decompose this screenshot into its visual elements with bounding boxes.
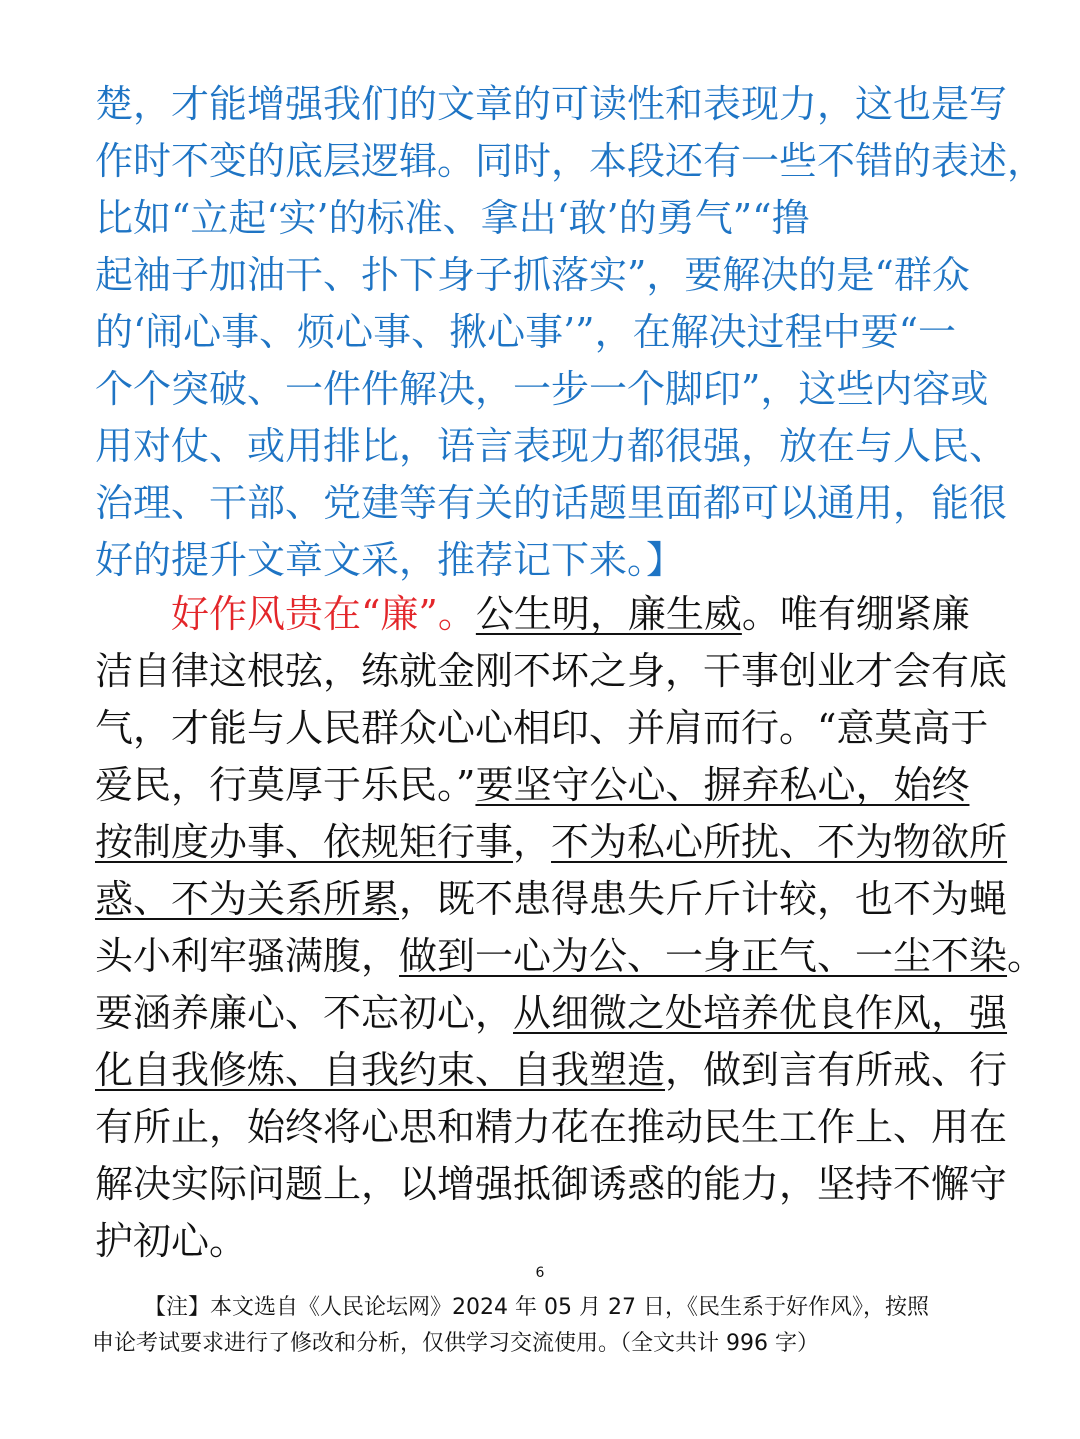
underlined-phrase: 从细微之处培养优良作风，强 xyxy=(513,991,1008,1035)
body-line xyxy=(95,757,995,814)
body-line xyxy=(95,1042,1008,1099)
body-line xyxy=(95,871,1008,928)
commentary-line: 个个突破、一件件解决，一步一个脚印”，这些内容或 xyxy=(95,367,989,411)
body-text: 爱民，行莫厚于乐民。” xyxy=(95,763,476,807)
body-line: 气，才能与人民群众心心相印、并肩而行。“意莫高于 xyxy=(95,706,989,750)
page-number: 6 xyxy=(535,1265,545,1281)
body-line: 护初心。 xyxy=(95,1219,248,1263)
commentary-paragraph xyxy=(95,76,1046,589)
body-text: ， xyxy=(513,820,552,864)
body-line xyxy=(95,814,1008,871)
body-paragraph xyxy=(95,586,1046,1270)
body-text: ，既不患得患失斤斤计较，也不为蝇 xyxy=(399,877,1008,921)
body-text: ，做到言有所戒、行 xyxy=(665,1048,1008,1092)
body-line: 洁自律这根弦，练就金刚不坏之身，干事创业才会有底 xyxy=(95,649,1008,693)
body-text: 头小利牢骚满腹， xyxy=(95,934,400,978)
body-line: 有所止，始终将心思和精力花在推动民生工作上、用在 xyxy=(95,1105,1008,1149)
underlined-phrase: 按制度办事、依规矩行事 xyxy=(95,820,514,864)
footnote-line: 申论考试要求进行了修改和分析，仅供学习交流使用。（全文共计 996 字） xyxy=(92,1331,819,1356)
underlined-phrase: 不为私心所扰、不为物欲所 xyxy=(551,820,1008,864)
body-text: 。 xyxy=(1007,934,1046,978)
body-line xyxy=(95,985,1008,1042)
commentary-line: 好的提升文章文采，推荐记下来。】 xyxy=(95,538,685,582)
section-heading: 好作风贵在“廉”。 xyxy=(171,592,476,636)
commentary-line: 比如“立起‘实’的标准、拿出‘敢’的勇气”“撸 xyxy=(95,196,810,240)
commentary-line: 作时不变的底层逻辑。同时，本段还有一些不错的表述， xyxy=(95,139,1046,183)
commentary-line: 治理、干部、党建等有关的话题里面都可以通用，能很 xyxy=(95,481,1008,525)
footnote-line: 【注】本文选自《人民论坛网》2024 年 05 月 27 日，《民生系于好作风》，按照 xyxy=(144,1295,929,1320)
body-text: 要涵养廉心、不忘初心， xyxy=(95,991,514,1035)
commentary-line: 起袖子加油干、扑下身子抓落实”，要解决的是“群众 xyxy=(95,253,970,297)
underlined-phrase: 做到一心为公、一身正气、一尘不染 xyxy=(399,934,1008,978)
commentary-line: 楚，才能增强我们的文章的可读性和表现力，这也是写 xyxy=(95,82,1008,126)
body-line xyxy=(95,928,1046,985)
underlined-phrase: 公生明，廉生威 xyxy=(475,592,742,636)
underlined-phrase: 化自我修炼、自我约束、自我塑造 xyxy=(95,1048,666,1092)
underlined-phrase: 要坚守公心、摒弃私心，始终 xyxy=(475,763,970,807)
body-line: 解决实际问题上，以增强抵御诱惑的能力，坚持不懈守 xyxy=(95,1162,1008,1206)
body-text: 。唯有绷紧廉 xyxy=(741,592,970,636)
footnote xyxy=(92,1290,1012,1362)
body-line xyxy=(95,586,995,643)
commentary-line: 的‘闹心事、烦心事、揪心事’”，在解决过程中要“一 xyxy=(95,310,957,354)
commentary-line: 用对仗、或用排比，语言表现力都很强，放在与人民、 xyxy=(95,424,1008,468)
underlined-phrase: 惑、不为关系所累 xyxy=(95,877,400,921)
